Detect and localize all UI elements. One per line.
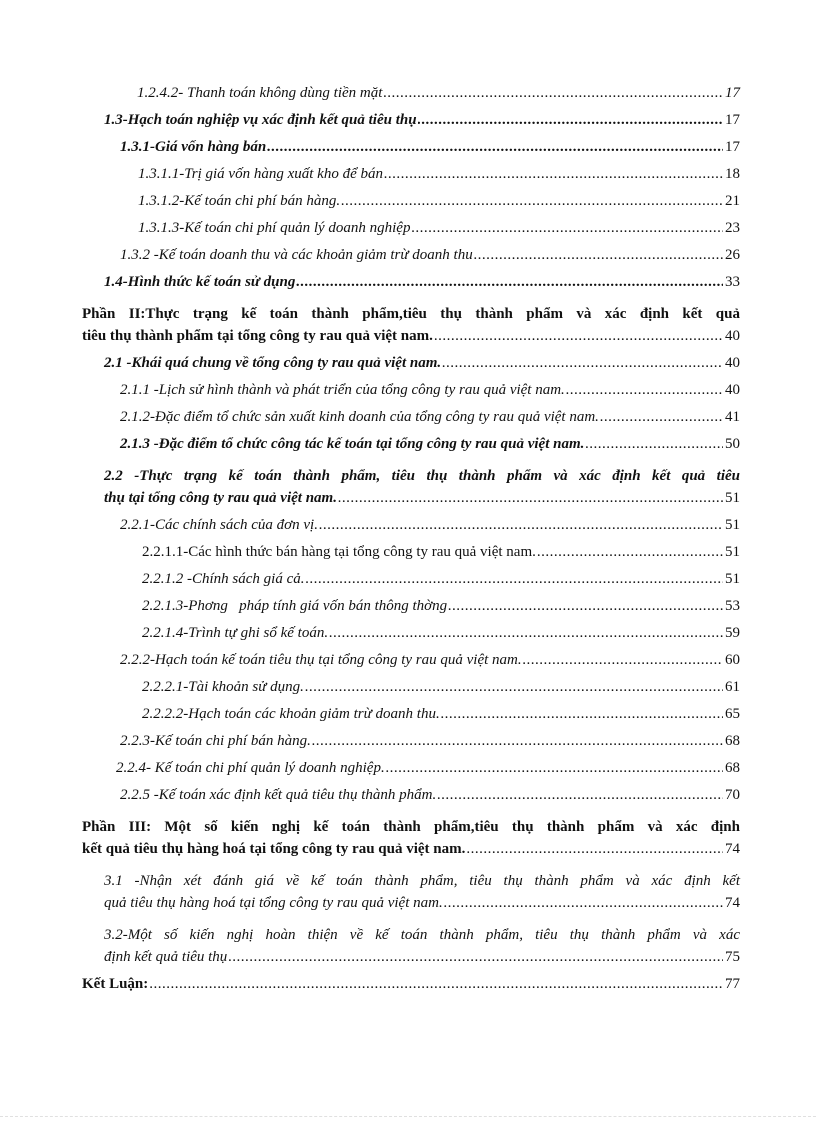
- leader-dots: [448, 598, 723, 615]
- leader-dots: [523, 652, 723, 669]
- toc-entry-title: 2.2.2.1-Tài khoản sử dụng.: [142, 679, 304, 695]
- toc-page-number: 51: [725, 490, 740, 506]
- toc-page-number: 68: [725, 733, 740, 749]
- toc-entry-title: 2.2.3-Kế toán chi phí bán hàng.: [120, 733, 311, 749]
- toc-entry-title: 1.3.1.1-Trị giá vốn hàng xuất kho để bán: [138, 166, 383, 182]
- toc-entry-multiline[interactable]: [82, 463, 740, 517]
- toc-entry[interactable]: [82, 544, 740, 571]
- toc-page-number: 18: [725, 166, 740, 182]
- leader-dots: [306, 571, 724, 588]
- toc-entry[interactable]: [82, 517, 740, 544]
- toc-page-number: 40: [725, 355, 740, 371]
- leader-dots: [149, 976, 723, 993]
- toc-entry[interactable]: [82, 625, 740, 652]
- toc-entry-title: 2.1.2-Đặc điểm tổ chức sản xuất kinh doanh của tổng công ty rau quả việt nam.: [120, 409, 599, 425]
- leader-dots: [305, 679, 723, 696]
- toc-entry[interactable]: [82, 382, 740, 409]
- toc-entry[interactable]: [82, 112, 740, 139]
- toc-entry-line2: [104, 895, 740, 922]
- leader-dots: [566, 382, 723, 399]
- toc-page-number: 74: [725, 895, 740, 911]
- toc-page-number: 26: [725, 247, 740, 263]
- toc-entry[interactable]: [82, 976, 740, 1003]
- leader-dots: [411, 220, 723, 237]
- toc-entry[interactable]: [82, 85, 740, 112]
- toc-entry-title: 2.1.3 -Đặc điểm tổ chức công tác kế toán tại tổng công ty rau quả việt nam.: [120, 436, 585, 452]
- toc-page-number: 74: [725, 841, 740, 857]
- toc-entry[interactable]: [82, 706, 740, 733]
- toc-entry[interactable]: [82, 220, 740, 247]
- toc-entry[interactable]: [82, 652, 740, 679]
- toc-entry-title: kết quả tiêu thụ hàng hoá tại tổng công ty rau quả việt nam.: [82, 841, 466, 857]
- toc-entry-title: 2.2.1.2 -Chính sách giá cả.: [142, 571, 305, 587]
- toc-entry-title: 1.3-Hạch toán nghiệp vụ xác định kết quả tiêu thụ: [104, 112, 417, 128]
- toc-entry-title: 1.3.1-Giá vốn hàng bán: [120, 139, 267, 155]
- toc-entry[interactable]: [82, 166, 740, 193]
- toc-entry-multiline[interactable]: [82, 814, 740, 868]
- toc-entry-title: 1.3.1.3-Kế toán chi phí quản lý doanh nghiệp: [138, 220, 411, 236]
- toc-entry-line2: [82, 328, 740, 355]
- toc-entry[interactable]: [82, 679, 740, 706]
- leader-dots: [319, 517, 723, 534]
- toc-entry[interactable]: [82, 436, 740, 463]
- leader-dots: [434, 328, 723, 345]
- leader-dots: [228, 949, 723, 966]
- toc-entry[interactable]: [82, 274, 740, 301]
- leader-dots: [466, 841, 723, 858]
- leader-dots: [418, 112, 723, 129]
- toc-page-number: 70: [725, 787, 740, 803]
- toc-entry-title: 1.2.4.2- Thanh toán không dùng tiền mặt: [137, 85, 383, 101]
- leader-dots: [383, 85, 723, 102]
- toc-entry[interactable]: [82, 733, 740, 760]
- toc-entry-title-line1: Phần II:Thực trạng kế toán thành phẩm,tiêu thụ thành phẩm và xác định kết quả: [82, 306, 740, 322]
- toc-entry-title: 2.2.1.3-Phơng pháp tính giá vốn bán thông thờng: [142, 598, 448, 614]
- toc-entry-title-line1: 2.2 -Thực trạng kế toán thành phẩm, tiêu thụ thành phẩm và xác định kết quả tiêu: [104, 468, 740, 484]
- toc-page-number: 68: [725, 760, 740, 776]
- toc-entry-title: 2.2.2-Hạch toán kế toán tiêu thụ tại tổng công ty rau quả việt nam.: [120, 652, 522, 668]
- toc-page-number: 51: [725, 544, 740, 560]
- toc-entry-title: 1.4-Hình thức kế toán sử dụng: [104, 274, 296, 290]
- toc-entry-title: định kết quả tiêu thụ: [104, 949, 228, 965]
- leader-dots: [600, 409, 723, 426]
- toc-page-number: 33: [725, 274, 740, 290]
- toc-page-number: 41: [725, 409, 740, 425]
- leader-dots: [585, 436, 723, 453]
- toc-page-number: 40: [725, 382, 740, 398]
- toc-entry-title: 1.3.1.2-Kế toán chi phí bán hàng.: [138, 193, 341, 209]
- toc-page-number: 17: [725, 112, 740, 128]
- leader-dots: [442, 355, 723, 372]
- toc-page-number: 53: [725, 598, 740, 614]
- toc-page-number: 60: [725, 652, 740, 668]
- toc-page-number: 77: [725, 976, 740, 992]
- toc-entry-title-line1: Phần III: Một số kiến nghị kế toán thành phẩm,tiêu thụ thành phẩm và xác định: [82, 819, 740, 835]
- toc-page-number: 59: [725, 625, 740, 641]
- toc-page-number: 51: [725, 517, 740, 533]
- toc-page-number: 50: [725, 436, 740, 452]
- leader-dots: [341, 193, 723, 210]
- leader-dots: [267, 139, 723, 156]
- toc-entry-multiline[interactable]: [82, 301, 740, 355]
- toc-entry[interactable]: [82, 193, 740, 220]
- toc-entry-title-line1: 3.2-Một số kiến nghị hoàn thiện về kế toán thành phẩm, tiêu thụ thành phẩm và xác: [104, 927, 740, 943]
- toc-entry-title: thụ tại tổng công ty rau quả việt nam.: [104, 490, 337, 506]
- leader-dots: [329, 625, 723, 642]
- toc-entry[interactable]: [82, 409, 740, 436]
- toc-entry-line2: [104, 490, 740, 517]
- toc-entry-title-line1: 3.1 -Nhận xét đánh giá về kế toán thành phẩm, tiêu thụ thành phẩm và xác định kết: [104, 873, 740, 889]
- leader-dots: [312, 733, 723, 750]
- toc-page-number: 23: [725, 220, 740, 236]
- toc-entry-multiline[interactable]: [82, 922, 740, 976]
- toc-page-number: 21: [725, 193, 740, 209]
- leader-dots: [537, 544, 723, 561]
- toc-page-number: 65: [725, 706, 740, 722]
- toc-page-number: 75: [725, 949, 740, 965]
- toc-page-number: 17: [725, 85, 740, 101]
- toc-entry[interactable]: [82, 247, 740, 274]
- leader-dots: [441, 706, 723, 723]
- toc-page-number: 40: [725, 328, 740, 344]
- toc-entry[interactable]: [82, 355, 740, 382]
- toc-entry[interactable]: [82, 760, 740, 787]
- toc-page-number: 17: [725, 139, 740, 155]
- toc-entry-title: 2.2.1.4-Trình tự ghi sổ kế toán.: [142, 625, 329, 641]
- leader-dots: [444, 895, 723, 912]
- toc-entry-title: 2.2.2.2-Hạch toán các khoản giảm trừ doanh thu.: [142, 706, 440, 722]
- leader-dots: [296, 274, 723, 291]
- toc-entry-title: quả tiêu thụ hàng hoá tại tổng công ty rau quả việt nam.: [104, 895, 443, 911]
- toc-entry-title: 2.1 -Khái quá chung về tổng công ty rau quả việt nam.: [104, 355, 442, 371]
- toc-page-number: 61: [725, 679, 740, 695]
- toc-entry-title: 2.2.1.1-Các hình thức bán hàng tại tổng công ty rau quả việt nam.: [142, 544, 536, 560]
- toc-entry-title: 2.2.4- Kế toán chi phí quản lý doanh nghiệp.: [116, 760, 385, 776]
- leader-dots: [338, 490, 723, 507]
- toc-entry-line2: [104, 949, 740, 976]
- toc-entry[interactable]: [82, 787, 740, 814]
- toc-entry-title: 2.1.1 -Lịch sử hình thành và phát triển của tổng công ty rau quả việt nam.: [120, 382, 565, 398]
- toc-entry-title: Kết Luận:: [82, 976, 149, 992]
- toc-entry-multiline[interactable]: [82, 868, 740, 922]
- page-bottom-rule: [0, 1116, 816, 1117]
- toc-entry[interactable]: [82, 598, 740, 625]
- leader-dots: [474, 247, 723, 264]
- toc-entry-line2: [82, 841, 740, 868]
- toc-entry[interactable]: [82, 139, 740, 166]
- table-of-contents: [82, 85, 740, 1003]
- leader-dots: [384, 166, 723, 183]
- toc-entry-title: 2.2.1-Các chính sách của đơn vị.: [120, 517, 318, 533]
- toc-entry-title: 2.2.5 -Kế toán xác định kết quả tiêu thụ thành phẩm.: [120, 787, 437, 803]
- toc-entry-title: tiêu thụ thành phẩm tại tổng công ty rau quả việt nam.: [82, 328, 433, 344]
- toc-entry-title: 1.3.2 -Kế toán doanh thu và các khoản giảm trừ doanh thu: [120, 247, 473, 263]
- leader-dots: [437, 787, 723, 804]
- leader-dots: [386, 760, 723, 777]
- toc-entry[interactable]: [82, 571, 740, 598]
- toc-page-number: 51: [725, 571, 740, 587]
